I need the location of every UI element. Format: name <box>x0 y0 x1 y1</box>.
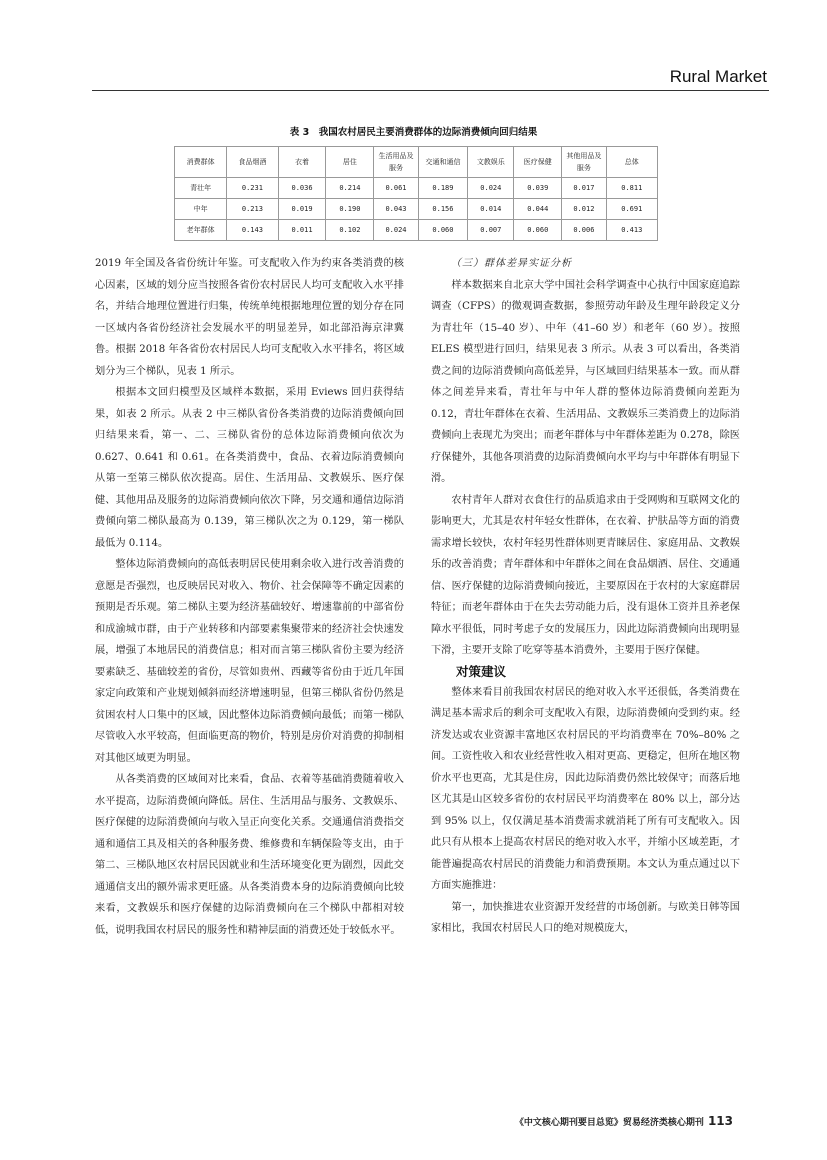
table-cell: 0.143 <box>227 220 278 241</box>
header-cell: 交通和通信 <box>418 147 468 178</box>
table-cell: 0.413 <box>606 220 657 241</box>
page-footer <box>515 1114 733 1128</box>
regression-table <box>174 146 658 241</box>
table-cell: 0.006 <box>562 220 606 241</box>
table-header-row <box>175 147 658 178</box>
table-row <box>175 220 658 241</box>
table-cell: 0.012 <box>562 199 606 220</box>
table-cell: 0.024 <box>374 220 418 241</box>
journal-header-title: Rural Market <box>669 67 767 86</box>
paragraph: 整体边际消费倾向的高低表明居民使用剩余收入进行改善消费的意愿是否强烈，也反映居民对收入、物价、社会保障等不确定因素的预期是否乐观。第二梯队主要为经济基础较好、增速靠前的中部省份和成渝城市群，由于产业转移和内部要素集聚带来的经济社会快速发展，增强了本地居民的消费信息；相对而言第三梯队省份主要为经济要素缺乏、基础较差的省份，尽管如贵州、西藏等省份由于近几年国家定向政策和产业规划倾斜而经济增速明显，但第三梯队省份仍然是贫困农村人口集中的区域，因此整体边际消费倾向最低；而第一梯队尽管收入水平较高，但面临更高的物价，特别是房价对消费的抑制相对其他区域更为明显。 <box>95 559 404 764</box>
header-rule <box>92 90 769 91</box>
table-cell: 0.060 <box>418 220 468 241</box>
paragraph: 农村青年人群对衣食住行的品质追求由于受网购和互联网文化的影响更大，尤其是农村年轻女性群体，在衣着、护肤品等方面的消费需求增长较快，农村年轻男性群体则更青睐居住、家庭用品、文教娱乐的改善消费；青年群体和中年群体之间在食品烟酒、居住、交通通信、医疗保健的边际消费倾向接近，主要原因在于农村的大家庭群居特征；而老年群体由于在失去劳动能力后，没有退休工资并且养老保障水平很低，同时考虑子女的发展压力，因此边际消费倾向出现明显下滑，主要开支除了吃穿等基本消费外，主要用于医疗保健。 <box>431 494 740 656</box>
footer-text: 《中文核心期刊要目总览》贸易经济类核心期刊 <box>514 1118 704 1128</box>
table-cell: 0.039 <box>514 178 562 199</box>
table-cell: 0.213 <box>227 199 278 220</box>
table-cell: 0.061 <box>374 178 418 199</box>
table-cell: 0.190 <box>326 199 374 220</box>
table-cell: 0.691 <box>606 199 657 220</box>
table-caption: 表 3 我国农村居民主要消费群体的边际消费倾向回归结果 <box>289 127 538 138</box>
table-cell: 老年群体 <box>175 220 227 241</box>
table-cell: 0.019 <box>278 199 326 220</box>
header-cell: 其他用品及服务 <box>562 147 606 178</box>
table-cell: 中年 <box>175 199 227 220</box>
paragraph: 根据本文回归模型及区域样本数据，采用 Eviews 回归获得结果，如表 2 所示。从表 2 中三梯队省份各类消费的边际消费倾向回归结果来看，第一、二、三梯队省份的总体边际消费倾向依次为 0.627、0.641 和 0.61。在各类消费中，食品、衣着边际消费倾向从第一至第三梯队依次提高。居住、生活用品、文教娱乐、医疗保健、其他用品及服务的边际消费倾向依次下降，另交通和通信边际消费倾向第二梯队最高为 0.139，第三梯队次之为 0.129，第一梯队最低为 0.114。 <box>95 387 404 549</box>
header-cell: 总体 <box>606 147 657 178</box>
table-cell: 0.231 <box>227 178 278 199</box>
header-cell: 医疗保健 <box>514 147 562 178</box>
table-cell: 0.043 <box>374 199 418 220</box>
table-cell: 0.024 <box>468 178 514 199</box>
subsection-heading: （三）群体差异实证分析 <box>451 258 572 269</box>
table-cell: 0.060 <box>514 220 562 241</box>
table-cell: 0.102 <box>326 220 374 241</box>
table-row <box>175 178 658 199</box>
header-cell: 食品烟酒 <box>227 147 278 178</box>
header-cell: 文教娱乐 <box>468 147 514 178</box>
table-cell: 0.011 <box>278 220 326 241</box>
header-cell: 生活用品及服务 <box>374 147 418 178</box>
table-cell: 青壮年 <box>175 178 227 199</box>
paragraph: 从各类消费的区域间对比来看，食品、衣着等基础消费随着收入水平提高，边际消费倾向降低。居住、生活用品与服务、文教娱乐、医疗保健的边际消费倾向与收入呈正向变化关系。交通通信消费指交通和通信工具及相关的各种服务费、维修费和车辆保险等支出，由于第二、三梯队地区农村居民因就业和生活环境变化更为剧烈，因此交通通信支出的额外需求更旺盛。从各类消费本身的边际消费倾向比较来看，文教娱乐和医疗保健的边际消费倾向在三个梯队中都相对较低，说明我国农村居民的服务性和精神层面的消费还处于较低水平。 <box>95 774 404 936</box>
table-cell: 0.014 <box>468 199 514 220</box>
paragraph: 整体来看目前我国农村居民的绝对收入水平还很低，各类消费在满足基本需求后的剩余可支配收入有限，边际消费倾向受到约束。经济发达或农业资源丰富地区农村居民的平均消费率在 70%–80% 之间。工资性收入和农业经营性收入相对更高、更稳定，但所在地区物价水平也更高，尤其是住房，因此边际消费仍然比较保守；而落后地区尤其是山区较多省份的农村居民平均消费率在 80% 以上，部分达到 95% 以上，仅仅满足基本消费需求就消耗了所有可支配收入。因此只有从根本上提高农村居民的绝对收入水平，并缩小区域差距，才能普遍提高农村居民的消费能力和消费预期。本文认为重点通过以下方面实施推进： <box>431 686 740 891</box>
header-cell: 居住 <box>326 147 374 178</box>
paragraph: 第一，加快推进农业资源开发经营的市场创新。与欧美日韩等国家相比，我国农村居民人口的绝对规模庞大， <box>431 901 740 934</box>
table-row <box>175 199 658 220</box>
page-number: 113 <box>707 1114 733 1128</box>
table-cell: 0.156 <box>418 199 468 220</box>
table-cell: 0.007 <box>468 220 514 241</box>
table-cell: 0.214 <box>326 178 374 199</box>
section-heading: 对策建议 <box>456 663 507 679</box>
header-cell: 消费群体 <box>175 147 227 178</box>
table-cell: 0.017 <box>562 178 606 199</box>
table-cell: 0.036 <box>278 178 326 199</box>
paragraph: 样本数据来自北京大学中国社会科学调查中心执行中国家庭追踪调查（CFPS）的微观调查数据，参照劳动年龄及生理年龄段定义分为青壮年（15–40 岁）、中年（41–60 岁）和老年（60 岁）。按照 ELES 模型进行回归，结果见表 3 所示。从表 3 可以看出，各类消费之间的边际消费倾向高低差异，与区域回归结果基本一致。而从群体之间差异来看，青壮年与中年人群的整体边际消费倾向差距为 0.12，青壮年群体在衣着、生活用品、文教娱乐三类消费上的边际消费倾向上表现尤为突出；而老年群体与中年群体差距为 0.278，除医疗保健外，其他各项消费的边际消费倾向水平均与中年群体有明显下滑。 <box>431 279 740 484</box>
table-cell: 0.044 <box>514 199 562 220</box>
right-column <box>431 253 740 940</box>
left-column <box>95 253 404 941</box>
paragraph: 2019 年全国及各省份统计年鉴。可支配收入作为约束各类消费的核心因素，区域的划分应当按照各省份农村居民人均可支配收入水平排名，并结合地理位置进行归集，传统单纯根据地理位置的划分存在同一区域内各省份经济社会发展水平的明显差异，如北部沿海京津冀鲁。根据 2018 年各省份农村居民人均可支配收入水平排名，将区域划分为三个梯队，见表 1 所示。 <box>95 258 404 377</box>
header-cell: 衣着 <box>278 147 326 178</box>
table-cell: 0.189 <box>418 178 468 199</box>
table-cell: 0.811 <box>606 178 657 199</box>
